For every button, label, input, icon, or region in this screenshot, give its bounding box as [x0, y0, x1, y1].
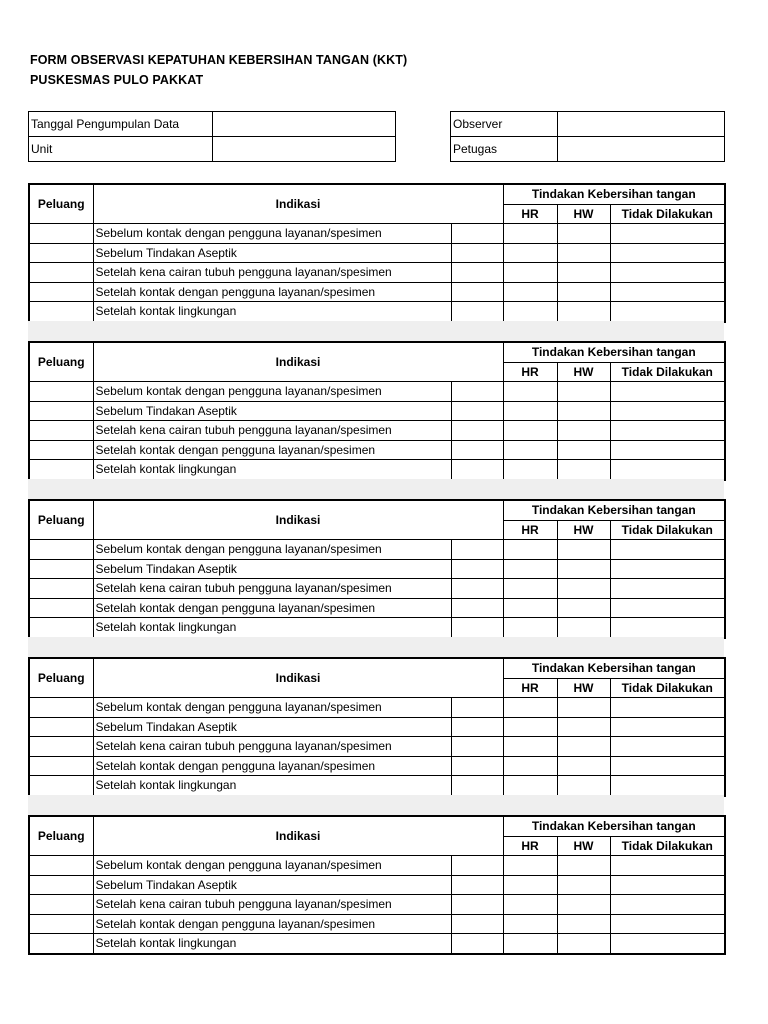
hw-cell[interactable]: [557, 559, 610, 579]
extra-cell[interactable]: [451, 243, 503, 263]
hw-cell[interactable]: [557, 440, 610, 460]
form-title: FORM OBSERVASI KEPATUHAN KEBERSIHAN TANGAN (KKT): [30, 53, 408, 67]
extra-cell[interactable]: [451, 440, 503, 460]
tindakan-header: Tindakan Kebersihan tangan: [503, 658, 725, 678]
tidak-dilakukan-cell[interactable]: [610, 598, 725, 618]
table-row: [29, 559, 725, 579]
hw-cell[interactable]: [557, 598, 610, 618]
hr-header: HR: [503, 836, 557, 856]
tidak-dilakukan-cell[interactable]: [610, 440, 725, 460]
hw-cell[interactable]: [557, 224, 610, 244]
tidak-dilakukan-cell[interactable]: [610, 579, 725, 599]
hw-cell[interactable]: [557, 914, 610, 934]
info-table-right: [450, 111, 725, 162]
hw-cell[interactable]: [557, 401, 610, 421]
hw-header: HW: [557, 520, 610, 540]
tidak-dilakukan-header: Tidak Dilakukan: [610, 836, 725, 856]
tidak-dilakukan-header: Tidak Dilakukan: [610, 204, 725, 224]
observation-table: [28, 815, 726, 955]
hw-header: HW: [557, 362, 610, 382]
tidak-dilakukan-cell[interactable]: [610, 401, 725, 421]
peluang-header: Peluang: [29, 816, 93, 856]
peluang-cell[interactable]: [29, 579, 93, 599]
peluang-cell[interactable]: [29, 224, 93, 244]
hw-header: HW: [557, 678, 610, 698]
hr-cell[interactable]: [503, 756, 557, 776]
tidak-dilakukan-cell[interactable]: [610, 282, 725, 302]
indication-cell: Setelah kontak dengan pengguna layanan/spesimen: [93, 598, 451, 618]
table-row: [29, 263, 725, 283]
hr-cell[interactable]: [503, 698, 557, 718]
form-subtitle: PUSKESMAS PULO PAKKAT: [30, 73, 204, 87]
hw-cell[interactable]: [557, 540, 610, 560]
tindakan-header: Tindakan Kebersihan tangan: [503, 184, 725, 204]
peluang-header: Peluang: [29, 184, 93, 224]
extra-cell[interactable]: [451, 559, 503, 579]
tidak-dilakukan-cell[interactable]: [610, 737, 725, 757]
extra-cell[interactable]: [451, 934, 503, 954]
unit-field[interactable]: [213, 137, 396, 162]
table-row: [29, 618, 725, 638]
hw-cell[interactable]: [557, 263, 610, 283]
hr-cell[interactable]: [503, 717, 557, 737]
table-row: [29, 579, 725, 599]
peluang-cell[interactable]: [29, 282, 93, 302]
indication-cell: Setelah kontak lingkungan: [93, 776, 451, 796]
observer-field[interactable]: [558, 112, 725, 137]
table-row: [29, 282, 725, 302]
hr-header: HR: [503, 520, 557, 540]
peluang-cell[interactable]: [29, 698, 93, 718]
table-row: [29, 856, 725, 876]
indikasi-header: Indikasi: [93, 816, 503, 856]
peluang-cell[interactable]: [29, 737, 93, 757]
extra-cell[interactable]: [451, 382, 503, 402]
hr-cell[interactable]: [503, 895, 557, 915]
hw-cell[interactable]: [557, 895, 610, 915]
hw-cell[interactable]: [557, 579, 610, 599]
tidak-dilakukan-cell[interactable]: [610, 382, 725, 402]
tindakan-header: Tindakan Kebersihan tangan: [503, 500, 725, 520]
info-table-left: [28, 111, 396, 162]
tidak-dilakukan-cell[interactable]: [610, 302, 725, 322]
hw-cell[interactable]: [557, 382, 610, 402]
extra-cell[interactable]: [451, 618, 503, 638]
hw-cell[interactable]: [557, 856, 610, 876]
peluang-header: Peluang: [29, 658, 93, 698]
table-row: [29, 382, 725, 402]
hr-cell[interactable]: [503, 224, 557, 244]
separator-band: [28, 321, 724, 341]
tidak-dilakukan-cell[interactable]: [610, 243, 725, 263]
tidak-dilakukan-cell[interactable]: [610, 934, 725, 954]
hr-cell[interactable]: [503, 875, 557, 895]
table-row: [29, 243, 725, 263]
indication-cell: Sebelum kontak dengan pengguna layanan/spesimen: [93, 856, 451, 876]
indication-cell: Sebelum kontak dengan pengguna layanan/spesimen: [93, 224, 451, 244]
tidak-dilakukan-cell[interactable]: [610, 263, 725, 283]
table-row: [29, 698, 725, 718]
hw-cell[interactable]: [557, 737, 610, 757]
extra-cell[interactable]: [451, 598, 503, 618]
hw-cell[interactable]: [557, 756, 610, 776]
hr-cell[interactable]: [503, 618, 557, 638]
hw-cell[interactable]: [557, 302, 610, 322]
hr-cell[interactable]: [503, 737, 557, 757]
hw-header: HW: [557, 204, 610, 224]
indication-cell: Setelah kena cairan tubuh pengguna layanan/spesimen: [93, 421, 451, 441]
extra-cell[interactable]: [451, 856, 503, 876]
hr-header: HR: [503, 362, 557, 382]
indication-cell: Setelah kontak lingkungan: [93, 302, 451, 322]
extra-cell[interactable]: [451, 579, 503, 599]
indication-cell: Setelah kontak lingkungan: [93, 934, 451, 954]
tidak-dilakukan-cell[interactable]: [610, 698, 725, 718]
hw-cell[interactable]: [557, 421, 610, 441]
peluang-cell[interactable]: [29, 776, 93, 796]
hw-cell[interactable]: [557, 282, 610, 302]
hr-cell[interactable]: [503, 421, 557, 441]
hw-cell[interactable]: [557, 875, 610, 895]
tindakan-header: Tindakan Kebersihan tangan: [503, 342, 725, 362]
peluang-cell[interactable]: [29, 401, 93, 421]
peluang-cell[interactable]: [29, 756, 93, 776]
indikasi-header: Indikasi: [93, 500, 503, 540]
table-row: [29, 934, 725, 954]
tidak-dilakukan-cell[interactable]: [610, 540, 725, 560]
separator-band: [28, 479, 724, 499]
hr-cell[interactable]: [503, 382, 557, 402]
tidak-dilakukan-cell[interactable]: [610, 756, 725, 776]
indication-cell: Sebelum Tindakan Aseptik: [93, 559, 451, 579]
hr-header: HR: [503, 204, 557, 224]
indikasi-header: Indikasi: [93, 342, 503, 382]
observation-table: [28, 499, 726, 639]
extra-cell[interactable]: [451, 263, 503, 283]
peluang-cell[interactable]: [29, 598, 93, 618]
petugas-field[interactable]: [558, 137, 725, 162]
extra-cell[interactable]: [451, 421, 503, 441]
observation-table: [28, 657, 726, 797]
indication-cell: Sebelum kontak dengan pengguna layanan/spesimen: [93, 698, 451, 718]
peluang-cell[interactable]: [29, 934, 93, 954]
indication-cell: Setelah kontak dengan pengguna layanan/spesimen: [93, 440, 451, 460]
indication-cell: Sebelum Tindakan Aseptik: [93, 243, 451, 263]
hw-header: HW: [557, 836, 610, 856]
table-row: [29, 440, 725, 460]
peluang-cell[interactable]: [29, 382, 93, 402]
extra-cell[interactable]: [451, 776, 503, 796]
peluang-cell[interactable]: [29, 460, 93, 480]
indication-cell: Setelah kontak lingkungan: [93, 460, 451, 480]
indication-cell: Setelah kontak dengan pengguna layanan/spesimen: [93, 756, 451, 776]
observer-label: Observer: [451, 112, 558, 137]
table-row: [29, 224, 725, 244]
peluang-cell[interactable]: [29, 421, 93, 441]
indication-cell: Sebelum kontak dengan pengguna layanan/spesimen: [93, 540, 451, 560]
hw-cell[interactable]: [557, 934, 610, 954]
extra-cell[interactable]: [451, 540, 503, 560]
extra-cell[interactable]: [451, 224, 503, 244]
tidak-dilakukan-header: Tidak Dilakukan: [610, 678, 725, 698]
hw-cell[interactable]: [557, 460, 610, 480]
tidak-dilakukan-cell[interactable]: [610, 717, 725, 737]
table-row: [29, 421, 725, 441]
hr-cell[interactable]: [503, 263, 557, 283]
table-row: [29, 756, 725, 776]
hw-cell[interactable]: [557, 618, 610, 638]
tidak-dilakukan-cell[interactable]: [610, 776, 725, 796]
hw-cell[interactable]: [557, 698, 610, 718]
peluang-cell[interactable]: [29, 302, 93, 322]
hw-cell[interactable]: [557, 243, 610, 263]
table-row: [29, 875, 725, 895]
indication-cell: Setelah kontak dengan pengguna layanan/spesimen: [93, 282, 451, 302]
extra-cell[interactable]: [451, 460, 503, 480]
tidak-dilakukan-cell[interactable]: [610, 875, 725, 895]
indication-cell: Sebelum Tindakan Aseptik: [93, 875, 451, 895]
indication-cell: Setelah kena cairan tubuh pengguna layanan/spesimen: [93, 895, 451, 915]
extra-cell[interactable]: [451, 756, 503, 776]
indication-cell: Setelah kena cairan tubuh pengguna layanan/spesimen: [93, 579, 451, 599]
tindakan-header: Tindakan Kebersihan tangan: [503, 816, 725, 836]
date-label: Tanggal Pengumpulan Data: [29, 112, 213, 137]
table-row: [29, 737, 725, 757]
hr-cell[interactable]: [503, 401, 557, 421]
unit-label: Unit: [29, 137, 213, 162]
tidak-dilakukan-cell[interactable]: [610, 618, 725, 638]
tidak-dilakukan-cell[interactable]: [610, 914, 725, 934]
indication-cell: Setelah kontak lingkungan: [93, 618, 451, 638]
peluang-cell[interactable]: [29, 875, 93, 895]
table-row: [29, 895, 725, 915]
peluang-header: Peluang: [29, 500, 93, 540]
petugas-label: Petugas: [451, 137, 558, 162]
hw-cell[interactable]: [557, 717, 610, 737]
table-row: [29, 302, 725, 322]
extra-cell[interactable]: [451, 698, 503, 718]
tidak-dilakukan-cell[interactable]: [610, 559, 725, 579]
extra-cell[interactable]: [451, 302, 503, 322]
peluang-cell[interactable]: [29, 618, 93, 638]
peluang-cell[interactable]: [29, 243, 93, 263]
extra-cell[interactable]: [451, 875, 503, 895]
tidak-dilakukan-header: Tidak Dilakukan: [610, 520, 725, 540]
hr-cell[interactable]: [503, 776, 557, 796]
hr-cell[interactable]: [503, 856, 557, 876]
extra-cell[interactable]: [451, 914, 503, 934]
indication-cell: Setelah kena cairan tubuh pengguna layanan/spesimen: [93, 737, 451, 757]
extra-cell[interactable]: [451, 717, 503, 737]
hr-cell[interactable]: [503, 559, 557, 579]
table-row: [29, 914, 725, 934]
hr-cell[interactable]: [503, 440, 557, 460]
peluang-cell[interactable]: [29, 717, 93, 737]
hr-cell[interactable]: [503, 598, 557, 618]
hw-cell[interactable]: [557, 776, 610, 796]
tidak-dilakukan-cell[interactable]: [610, 895, 725, 915]
tidak-dilakukan-cell[interactable]: [610, 224, 725, 244]
hr-cell[interactable]: [503, 914, 557, 934]
tidak-dilakukan-cell[interactable]: [610, 421, 725, 441]
indication-cell: Setelah kontak dengan pengguna layanan/spesimen: [93, 914, 451, 934]
extra-cell[interactable]: [451, 401, 503, 421]
hr-cell[interactable]: [503, 282, 557, 302]
separator-band: [28, 795, 724, 815]
peluang-header: Peluang: [29, 342, 93, 382]
extra-cell[interactable]: [451, 282, 503, 302]
indication-cell: Sebelum kontak dengan pengguna layanan/spesimen: [93, 382, 451, 402]
hr-header: HR: [503, 678, 557, 698]
hr-cell[interactable]: [503, 302, 557, 322]
table-row: [29, 460, 725, 480]
peluang-cell[interactable]: [29, 559, 93, 579]
hr-cell[interactable]: [503, 460, 557, 480]
hr-cell[interactable]: [503, 540, 557, 560]
separator-band: [28, 637, 724, 657]
table-row: [29, 717, 725, 737]
peluang-cell[interactable]: [29, 895, 93, 915]
indikasi-header: Indikasi: [93, 658, 503, 698]
observation-table: [28, 341, 726, 481]
hr-cell[interactable]: [503, 579, 557, 599]
tidak-dilakukan-header: Tidak Dilakukan: [610, 362, 725, 382]
extra-cell[interactable]: [451, 737, 503, 757]
indication-cell: Sebelum Tindakan Aseptik: [93, 717, 451, 737]
tidak-dilakukan-cell[interactable]: [610, 856, 725, 876]
tidak-dilakukan-cell[interactable]: [610, 460, 725, 480]
table-row: [29, 540, 725, 560]
table-row: [29, 598, 725, 618]
peluang-cell[interactable]: [29, 263, 93, 283]
peluang-cell[interactable]: [29, 440, 93, 460]
indication-cell: Setelah kena cairan tubuh pengguna layanan/spesimen: [93, 263, 451, 283]
hr-cell[interactable]: [503, 934, 557, 954]
extra-cell[interactable]: [451, 895, 503, 915]
peluang-cell[interactable]: [29, 856, 93, 876]
table-row: [29, 776, 725, 796]
peluang-cell[interactable]: [29, 914, 93, 934]
table-row: [29, 401, 725, 421]
observation-table: [28, 183, 726, 323]
date-field[interactable]: [213, 112, 396, 137]
indikasi-header: Indikasi: [93, 184, 503, 224]
hr-cell[interactable]: [503, 243, 557, 263]
indication-cell: Sebelum Tindakan Aseptik: [93, 401, 451, 421]
peluang-cell[interactable]: [29, 540, 93, 560]
